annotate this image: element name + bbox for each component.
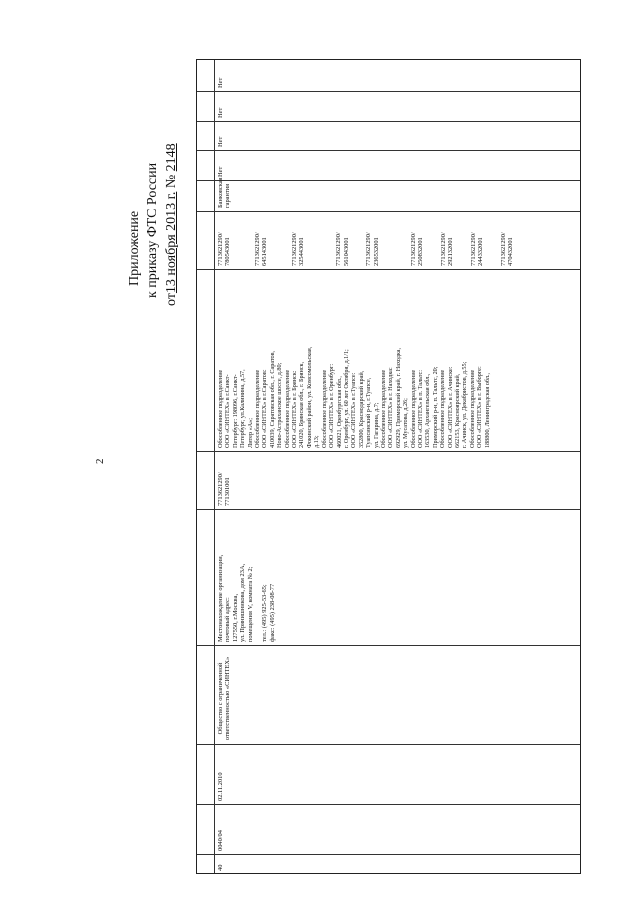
subdivision-line: Ново-Астраханское шоссе, д.80;: [276, 362, 284, 448]
guarantee-line: Банковская: [217, 177, 224, 208]
subdivision-line: ООО «СИНТЕХ» в п. Тальтс:: [416, 370, 424, 448]
flag-no-4: Нет: [217, 77, 224, 88]
subdivision-line: 410039, Саратовская обл., г. Саратов,: [268, 350, 276, 448]
row-divider: [197, 804, 580, 805]
subdivision-line: 692929, Приморский край, г. Находка,: [394, 347, 402, 448]
subdivision-inn: 7713621290/: [499, 232, 507, 266]
row-divider: [197, 744, 580, 745]
flag-no-3: Нет: [217, 107, 224, 118]
inn: 7713621290/: [217, 472, 224, 506]
row-divider: [197, 854, 580, 855]
subdivision-inn: 7713621290/: [217, 232, 224, 266]
location-block: [217, 555, 276, 642]
row-divider: [197, 451, 580, 452]
subdivision-line: 241020, Брянская обл., г. Брянск,: [298, 361, 306, 448]
subdivision-line: Обособленное подразделение: [379, 369, 387, 448]
subdivision-line: Приморский р-н, п. Тальтс, 20;: [431, 366, 439, 448]
registry-table: [196, 59, 581, 874]
subdivision-line: ООО «СИНТЕХ» в г. Оренбург:: [328, 363, 336, 448]
order-number: 2148: [164, 143, 179, 172]
subdivision-kpp: 561043001: [342, 237, 350, 266]
row-number: 40: [217, 864, 224, 871]
subdivision-inn: 7713621290/: [410, 232, 418, 266]
flag-no-2: Нет: [217, 136, 224, 147]
order-date-number: [164, 143, 180, 306]
order-date-prefix: от: [164, 293, 179, 306]
location-line: [254, 555, 261, 642]
kpp: 771301001: [224, 477, 232, 506]
row-divider: [197, 121, 580, 122]
subdivision-line: Туапсинский р-н, г.Туапсе,: [365, 377, 373, 448]
guarantee: [217, 177, 232, 208]
subdivision-line: Обособленное подразделение: [439, 369, 447, 448]
subdivision-line: ООО «СИНТЕХ» в г. Брянск:: [291, 370, 299, 448]
row-divider: [197, 645, 580, 646]
subdivision-kpp: 244332001: [477, 237, 485, 266]
subdivision-line: 163530, Архангельская обл.,: [424, 373, 432, 448]
subdivision-line: Литер «А»;: [246, 418, 254, 448]
order-number-label: №: [164, 174, 179, 189]
organization-name: Общество с ограниченной ответственностью «СИНТЕХ»: [217, 656, 232, 741]
row-divider: [197, 180, 580, 181]
subdivision-line: 188800, Ленинградская обл.,: [483, 372, 491, 448]
subdivision-kpp: 470432001: [506, 237, 514, 266]
row-divider: [197, 91, 580, 92]
location-line: почтовый адрес:: [224, 597, 232, 642]
location-line: ул. Прянишникова, дом 23А,: [239, 563, 247, 642]
subdivision-inn-kpp: [217, 232, 514, 266]
subdivision-line: д.13;: [313, 435, 321, 448]
subdivision-kpp: 250832001: [417, 237, 425, 266]
location-line: факс: (495) 238-08-77: [268, 583, 276, 642]
guarantee-line: гарантия: [224, 183, 232, 208]
subdivision-kpp: 780543001: [224, 237, 232, 266]
inclusion-date: 02.11.2010: [217, 772, 224, 801]
subdivision-line: Обособленное подразделение: [468, 369, 476, 448]
appendix-title: Приложение: [127, 210, 142, 286]
inn-kpp: [217, 472, 232, 506]
subdivision-line: ООО «СИНТЕХ» в г. Находка:: [387, 367, 395, 448]
row-divider: [197, 211, 580, 212]
order-reference: к приказу ФТС России: [145, 162, 160, 298]
subdivision-line: Фокинский район, ул. Комсомольская,: [305, 346, 313, 448]
page-number: 2: [94, 458, 106, 464]
row-divider: [197, 150, 580, 151]
subdivision-inn: 7713621290/: [290, 232, 298, 266]
location-line: 127550, г.Москва,: [231, 593, 239, 642]
subdivision-line: 662153, Красноярский край,: [454, 373, 461, 448]
subdivision-line: ул. Гагарина, д.7;: [372, 402, 380, 448]
subdivision-kpp: 236532001: [372, 237, 380, 266]
subdivision-line: г. Оренбург, ул. 60 лет Октября, д.1/1;: [342, 349, 350, 448]
subdivision-inn: 7713621290/: [469, 232, 477, 266]
column-divider: [214, 60, 215, 873]
flag-no-1: Нет: [217, 166, 224, 177]
subdivision-line: ООО «СИНТЕХ» в г.Санкт-: [224, 374, 232, 448]
subdivision-line: Обособленное подразделение: [283, 369, 291, 448]
subdivision-line: ООО «СИНТЕХ» в г. Ачинске:: [446, 366, 454, 448]
subdivision-line: ООО «СИНТЕХ» в г.Саратов:: [261, 369, 269, 448]
subdivision-line: ООО «СИНТЕХ» в г. Выборге:: [476, 366, 484, 448]
subdivision-kpp: 645143001: [261, 237, 269, 266]
location-line: тел.: (495) 925-53-65;: [261, 584, 269, 642]
subdivision-line: Петербург: 198096, г.Санкт-: [231, 374, 239, 448]
location-line: помещения V, комната № 2;: [246, 566, 254, 642]
subdivision-line: Петербург, ул.Калинина, д.57,: [239, 369, 247, 448]
subdivisions-block: [217, 347, 491, 448]
subdivision-line: 352800, Краснодарский край,: [357, 370, 365, 448]
subdivision-line: 460021, Оренбургская обл.,: [335, 376, 343, 448]
row-divider: [197, 269, 580, 270]
order-date: 13 ноября 2013 г.: [164, 191, 179, 294]
subdivision-line: г. Ачинск, ул. Декабристов, д.55;: [461, 361, 469, 448]
subdivision-line: ООО «СИНТЕХ» в г.Туапсе:: [350, 372, 358, 448]
registration-number: 0040/04: [217, 830, 224, 851]
row-divider: [197, 509, 580, 510]
subdivision-line: Обособленное подразделение: [320, 369, 328, 448]
subdivision-inn: 7713621290/: [365, 232, 373, 266]
subdivision-inn: 7713621290/: [439, 232, 447, 266]
subdivision-inn: 7713621290/: [253, 232, 261, 266]
location-line: Местонахождение организации,: [217, 554, 224, 642]
subdivision-line: Обособленное подразделение: [217, 369, 224, 448]
subdivision-kpp: 292132001: [447, 237, 455, 266]
subdivision-line: Обособленное подразделение: [254, 369, 262, 448]
subdivision-kpp: 325443001: [298, 237, 306, 266]
subdivision-line: ул. Мусатова, д.26;: [402, 398, 410, 448]
subdivision-inn: 7713621290/: [335, 232, 343, 266]
subdivision-line: Обособленное подразделение: [409, 369, 417, 448]
